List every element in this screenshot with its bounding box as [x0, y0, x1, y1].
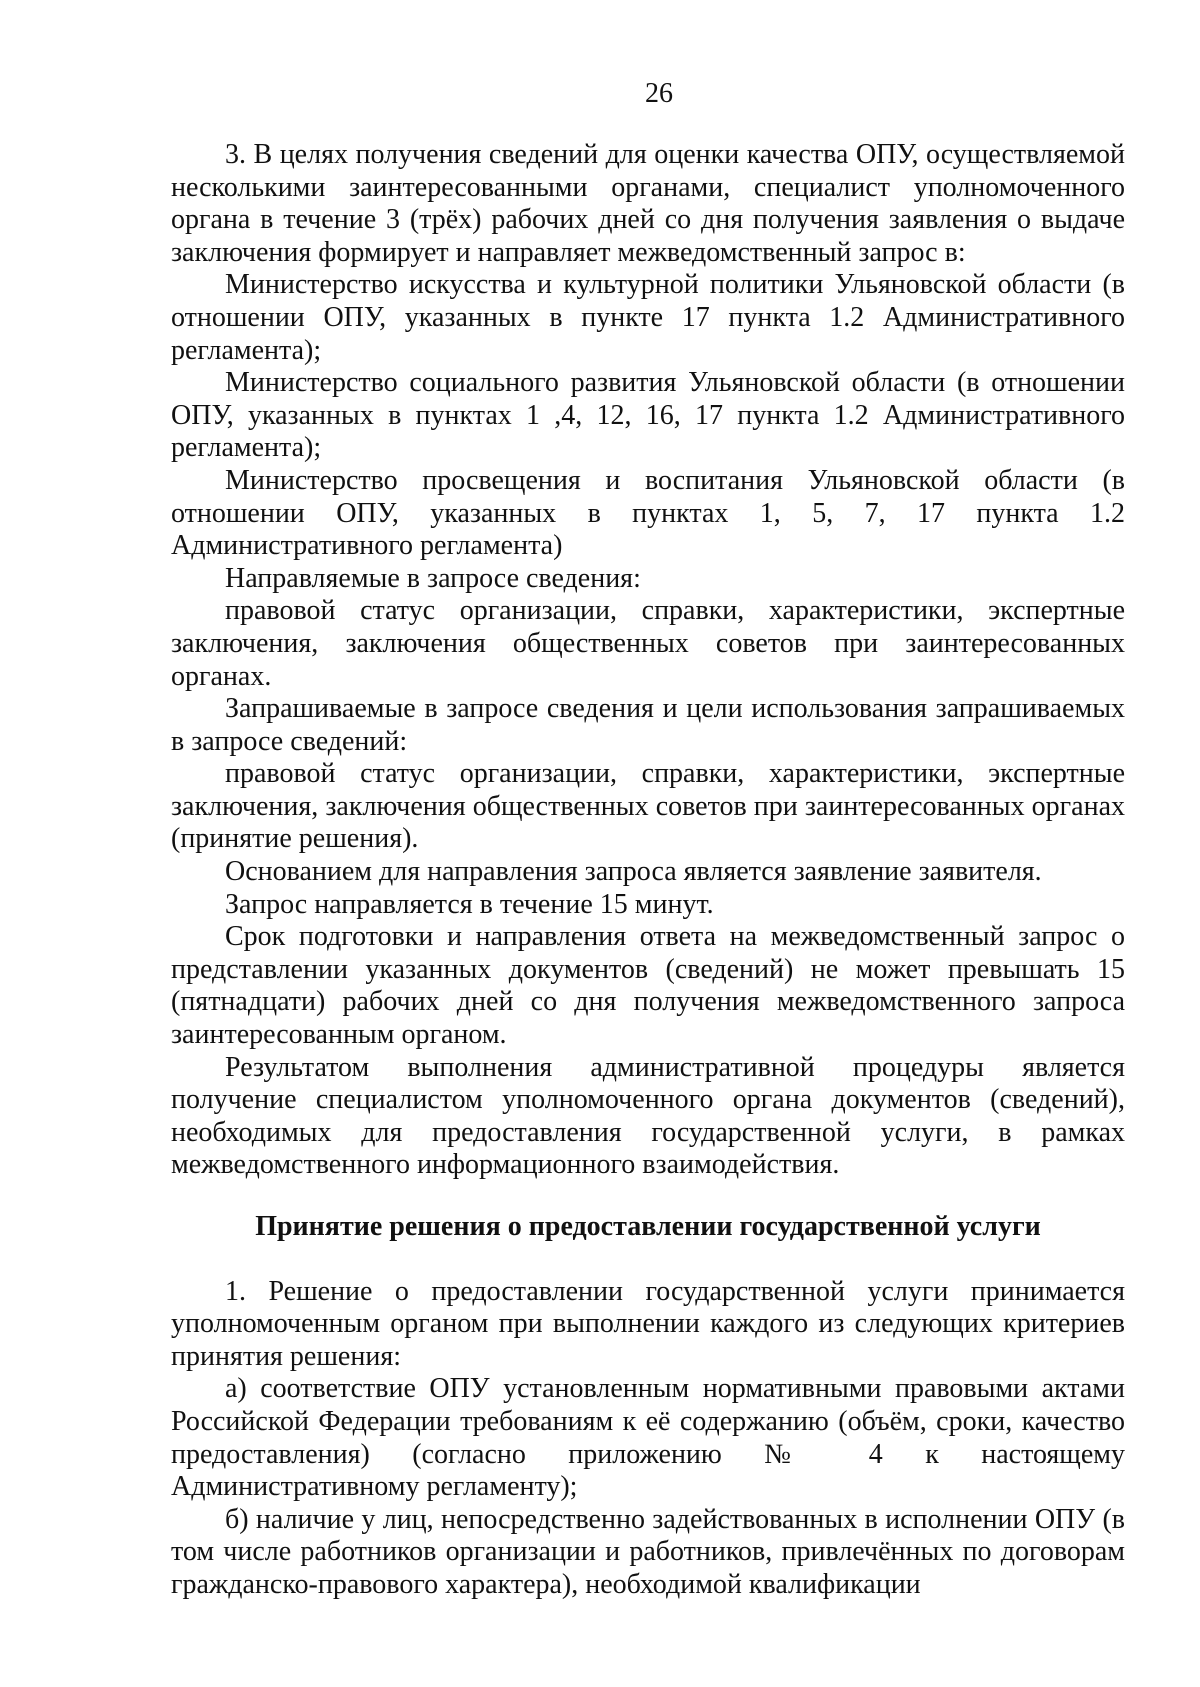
paragraph-criterion-b: б) наличие у лиц, непосредственно задействованных в исполнении ОПУ (в том числе работников организации и работников, привлечённых по договорам гражданско-правового характера), необходимой квалификации [171, 1503, 1125, 1600]
page-number: 26 [645, 78, 673, 109]
paragraph-decision-criteria: 1. Решение о предоставлении государственной услуги принимается уполномоченным органом при выполнении каждого из следующих критериев принятия решения: [171, 1275, 1125, 1372]
paragraph-requested-information-label: Запрашиваемые в запросе сведения и цели использования запрашиваемых в запросе сведений: [171, 693, 1125, 757]
paragraph-response-deadline: Срок подготовки и направления ответа на межведомственный запрос о представлении указанных документов (сведений) не может превышать 15 (пятнадцати) рабочих дней со дня получения межведомственного запроса заинтересованным органом. [171, 921, 1125, 1051]
paragraph-sent-information: правовой статус организации, справки, характеристики, экспертные заключения, заключения общественных советов при заинтересованных органах. [171, 595, 1125, 692]
paragraph-ministry-culture: Министерство искусства и культурной политики Ульяновской области (в отношении ОПУ, указанных в пункте 17 пункта 1.2 Административного регламента); [171, 269, 1125, 366]
section-heading: Принятие решения о предоставлении государственной услуги [255, 1211, 1041, 1242]
paragraph-ministry-social: Министерство социального развития Ульяновской области (в отношении ОПУ, указанных в пунктах 1 ,4, 12, 16, 17 пункта 1.2 Административного регламента); [171, 367, 1125, 464]
paragraph-request-basis: Основанием для направления запроса является заявление заявителя. [225, 856, 1042, 888]
paragraph-interagency-request: 3. В целях получения сведений для оценки качества ОПУ, осуществляемой несколькими заинтересованными органами, специалист уполномоченного органа в течение 3 (трёх) рабочих дней со дня получения заявления о выдаче заключения формирует и направляет межведомственный запрос в: [171, 139, 1125, 268]
document-body [171, 139, 1125, 1602]
paragraph-request-time: Запрос направляется в течение 15 минут. [225, 888, 714, 920]
paragraph-requested-information: правовой статус организации, справки, характеристики, экспертные заключения, заключения общественных советов при заинтересованных органах (принятие решения). [171, 758, 1125, 855]
paragraph-ministry-education: Министерство просвещения и воспитания Ульяновской области (в отношении ОПУ, указанных в пунктах 1, 5, 7, 17 пункта 1.2 Административного регламента) [171, 464, 1125, 562]
paragraph-procedure-result: Результатом выполнения административной процедуры является получение специалистом уполномоченного органа документов (сведений), необходимых для предоставления государственной услуги, в рамках межведомственного информационного взаимодействия. [171, 1051, 1125, 1181]
paragraph-criterion-a: а) соответствие ОПУ установленным нормативными правовыми актами Российской Федерации требованиям к её содержанию (объём, сроки, качество предоставления) (согласно приложению № 4 к настоящему Административному регламенту); [171, 1373, 1125, 1503]
paragraph-sent-information-label: Направляемые в запросе сведения: [225, 562, 641, 594]
